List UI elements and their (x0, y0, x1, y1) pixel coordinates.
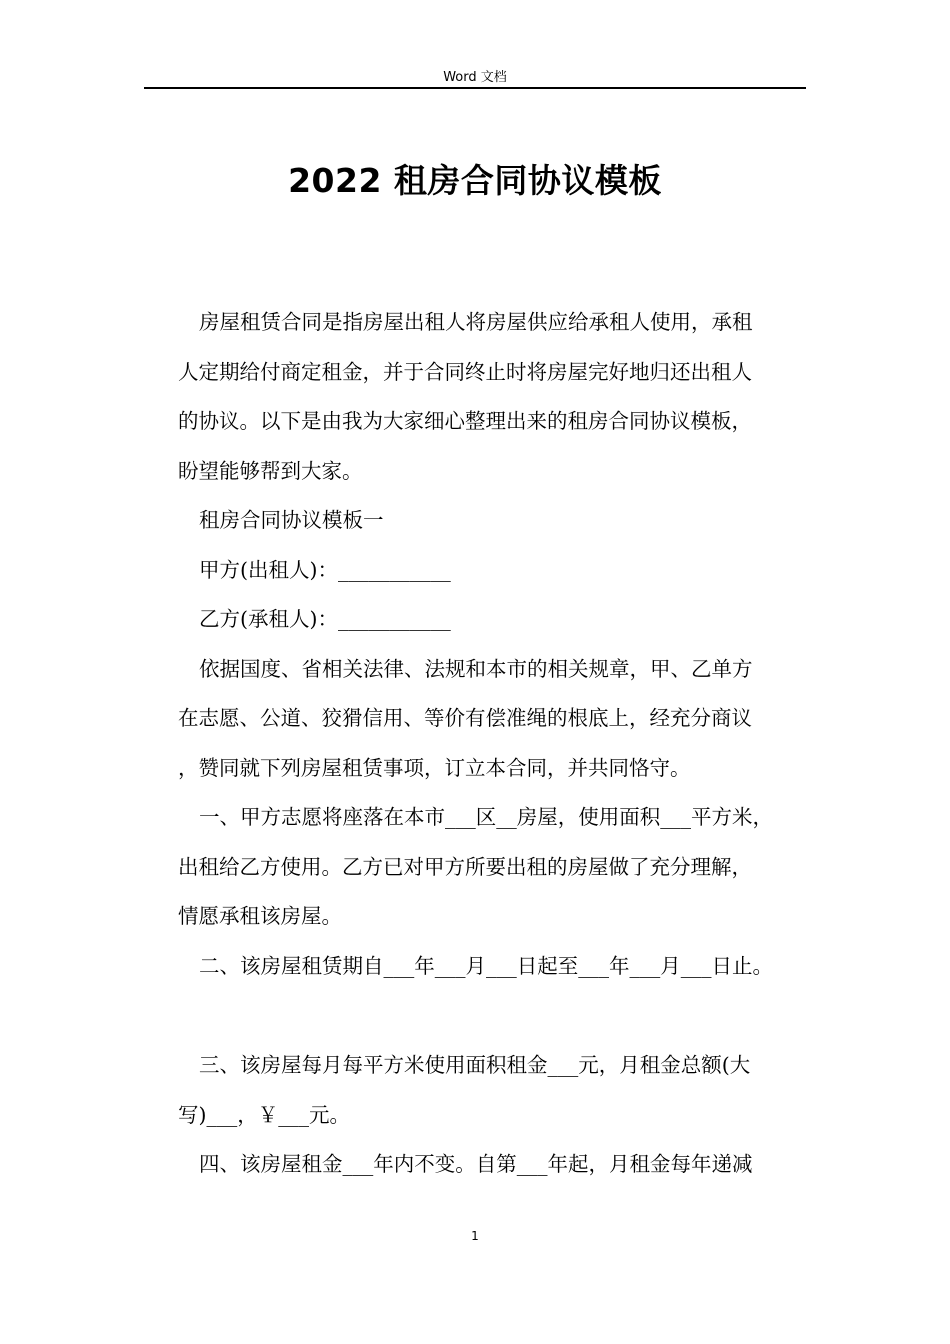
header-divider (144, 87, 806, 89)
page-header-label: Word 文档 (443, 70, 507, 85)
party-b-line: 乙方(承租人)：___________ (199, 607, 451, 631)
paragraph-line: ，赞同就下列房屋租赁事项，订立本合同，并共同恪守。 (178, 755, 691, 780)
blank-line (178, 991, 818, 1041)
clause-line: 写)___，￥___元。 (178, 1102, 350, 1127)
paragraph-line: 在志愿、公道、狡猾信用、等价有偿准绳的根底上，经充分商议 (178, 706, 752, 730)
paragraph-line: 盼望能够帮到大家。 (178, 458, 363, 483)
section-heading: 租房合同协议模板一 (199, 508, 384, 532)
paragraph-line: 的协议。以下是由我为大家细心整理出来的租房合同协议模板， (178, 409, 752, 433)
paragraph-line: 人定期给付商定租金，并于合同终止时将房屋完好地归还出租人 (178, 359, 752, 384)
clause-line: 一、甲方志愿将座落在本市___区__房屋，使用面积___平方米， (199, 805, 773, 829)
paragraph-line: 房屋租赁合同是指房屋出租人将房屋供应给承租人使用，承租 (199, 310, 753, 334)
clause-line: 出租给乙方使用。乙方已对甲方所要出租的房屋做了充分理解， (178, 854, 752, 879)
page-number: 1 (471, 1229, 479, 1243)
paragraph-line: 依据国度、省相关法律、法规和本市的相关规章，甲、乙单方 (199, 656, 753, 681)
clause-line: 三、该房屋每月每平方米使用面积租金___元，月租金总额(大 (199, 1053, 751, 1077)
clause-line: 四、该房屋租金___年内不变。自第___年起，月租金每年递减 (199, 1152, 753, 1176)
clause-line: 二、该房屋租赁期自___年___月___日起至___年___月___日止。 (199, 953, 773, 978)
party-a-line: 甲方(出租人)：___________ (199, 557, 451, 582)
document-body (178, 298, 818, 1190)
document-title: 2022 租房合同协议模板 (288, 161, 662, 200)
clause-line: 情愿承租该房屋。 (178, 904, 342, 928)
